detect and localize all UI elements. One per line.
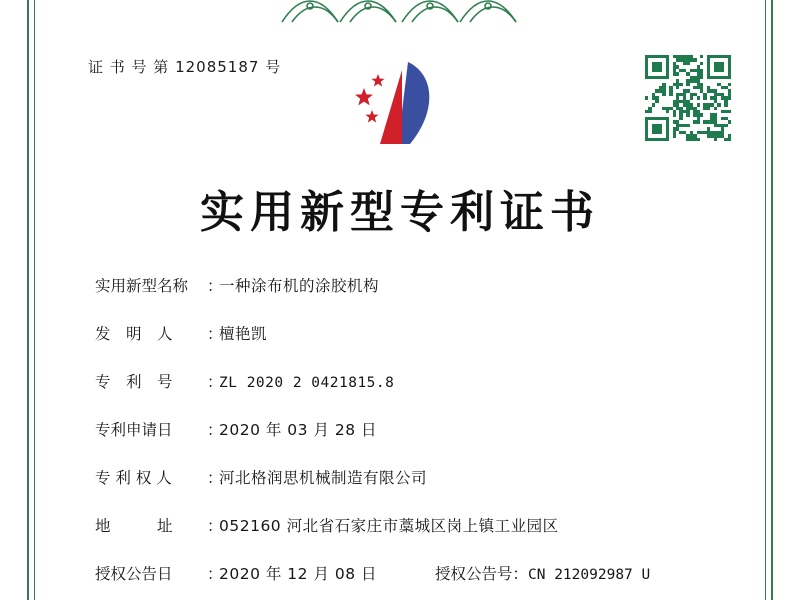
- field-value: 2020 年 03 月 28 日: [219, 421, 378, 439]
- field-row: [95, 274, 735, 322]
- field-row: [95, 466, 735, 514]
- qr-code: [645, 55, 731, 141]
- ornament-top-right-icon: [400, 0, 520, 26]
- field-row: [95, 322, 735, 370]
- field-colon: ：: [207, 565, 223, 583]
- field-label: 实用新型名称: [95, 277, 189, 295]
- field-value: 2020 年 12 月 08 日: [219, 565, 378, 583]
- announcement-number-group: [435, 562, 650, 584]
- announcement-number-value: CN 212092987 U: [528, 567, 651, 583]
- field-row: [95, 370, 735, 418]
- certificate-number: 证 书 号 第 12085187 号: [88, 58, 282, 76]
- field-label: 专利申请日: [95, 421, 173, 439]
- field-label: 地 址: [95, 517, 173, 535]
- field-colon: ：: [207, 277, 223, 295]
- field-list: [95, 274, 735, 600]
- field-value: 052160 河北省石家庄市藁城区岗上镇工业园区: [219, 517, 559, 535]
- field-row: [95, 418, 735, 466]
- field-colon: ：: [207, 421, 223, 439]
- field-value: 檀艳凯: [219, 325, 268, 343]
- field-row-announcement: [95, 562, 735, 600]
- field-value: 河北格润思机械制造有限公司: [219, 469, 428, 487]
- field-label: 发 明 人: [95, 325, 173, 343]
- field-label: 专 利 权 人: [95, 469, 172, 487]
- field-value: 一种涂布机的涂胶机构: [219, 277, 380, 295]
- page-title: 实用新型专利证书: [200, 187, 600, 238]
- ornament-top-left-icon: [280, 0, 400, 26]
- field-value: ZL 2020 2 0421815.8: [219, 375, 395, 391]
- field-colon: ：: [207, 373, 223, 391]
- field-row: [95, 514, 735, 562]
- field-label: 授权公告日: [95, 565, 173, 583]
- announcement-number-label: 授权公告号：: [435, 565, 529, 583]
- field-colon: ：: [207, 517, 223, 535]
- field-label: 专 利 号: [95, 373, 173, 391]
- field-colon: ：: [207, 325, 223, 343]
- patent-emblem-icon: [350, 48, 460, 158]
- field-colon: ：: [207, 469, 223, 487]
